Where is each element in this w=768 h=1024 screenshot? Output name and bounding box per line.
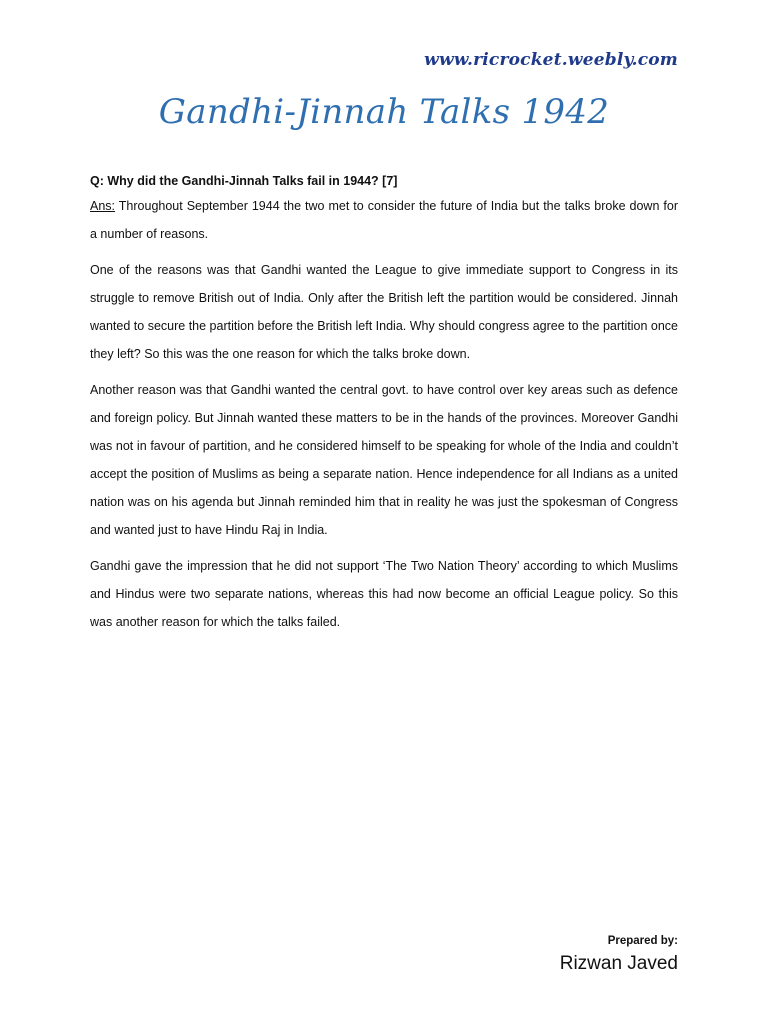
answer-intro-text: Throughout September 1944 the two met to consider the future of India but the talks broke down for a number of reasons.	[90, 199, 678, 241]
prepared-by-label: Prepared by:	[607, 935, 678, 947]
answer-label: Ans:	[90, 199, 116, 213]
body-paragraph-1: One of the reasons was that Gandhi wanted the League to give immediate support to Congress in its struggle to remove British out of India. Only after the British left the partition would be considered. Jinnah wanted to secure the partition before the British left India. Why should congress agree to the partition once they left? So this was the one reason for which the talks broke down.	[90, 263, 678, 361]
website-link[interactable]: www.ricrocket.weebly.com	[424, 50, 678, 70]
body-paragraph-3: Gandhi gave the impression that he did not support ‘The Two Nation Theory’ according to which Muslims and Hindus were two separate nations, whereas this had now become an official League policy. So this was another reason for which the talks failed.	[90, 559, 678, 629]
author-name: Rizwan Javed	[559, 953, 678, 974]
question-text: Q: Why did the Gandhi-Jinnah Talks fail in 1944? [7]	[90, 174, 398, 188]
document-title: Gandhi-Jinnah Talks 1942	[158, 92, 610, 132]
document-body	[90, 170, 678, 644]
answer-intro-paragraph	[90, 192, 678, 248]
body-paragraph-2: Another reason was that Gandhi wanted the central govt. to have control over key areas such as defence and foreign policy. But Jinnah wanted these matters to be in the hands of the provinces. Moreover Gandhi was not in favour of partition, and he considered himself to be speaking for whole of the India and couldn’t accept the position of Muslims as being a separate nation. Hence independence for all Indians as a united nation was on his agenda but Jinnah reminded him that in reality he was just the spokesman of Congress and wanted just to have Hindu Raj in India.	[90, 383, 678, 537]
